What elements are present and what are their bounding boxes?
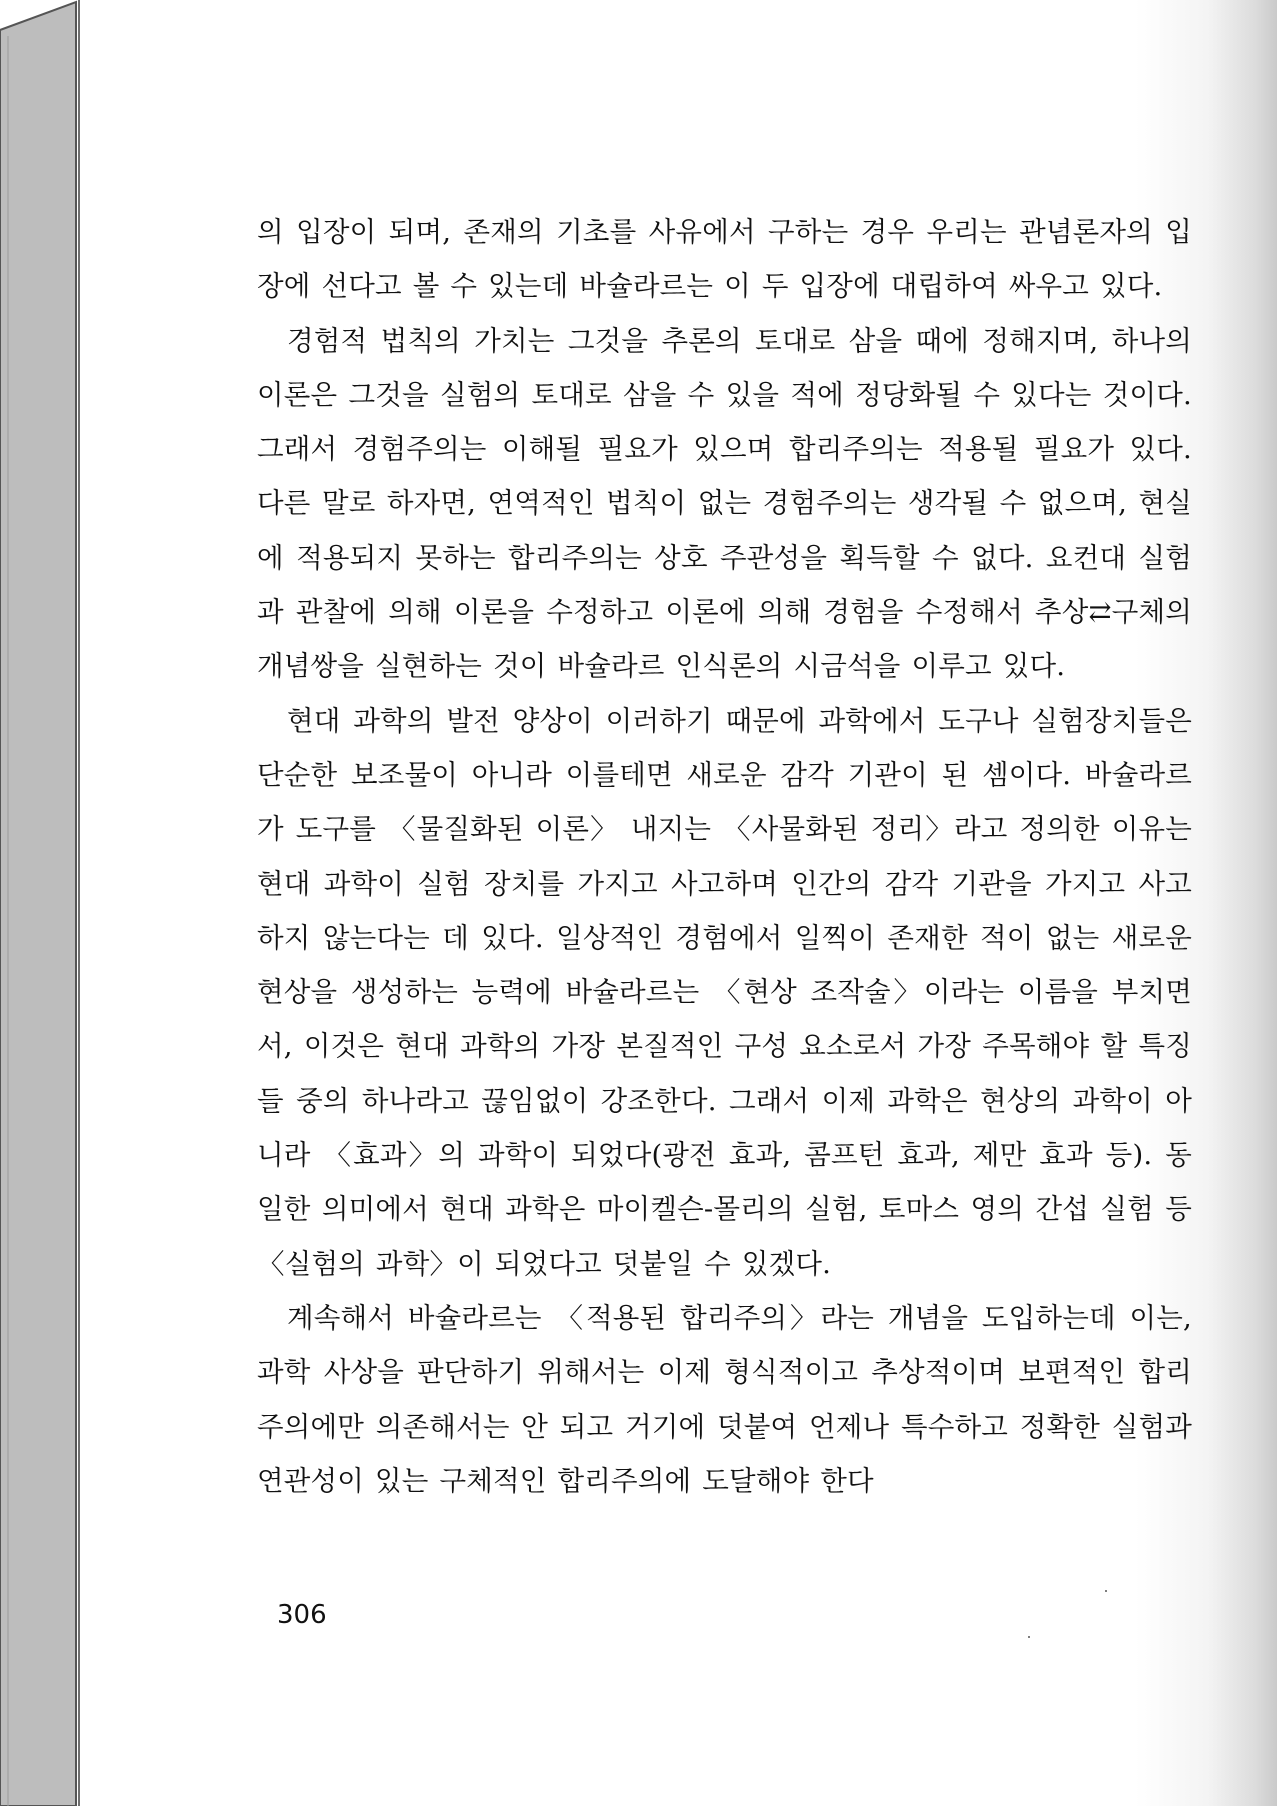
paragraph-1: 의 입장이 되며, 존재의 기초를 사유에서 구하는 경우 우리는 관념론자의 입장에 선다고 볼 수 있는데 바슐라르는 이 두 입장에 대립하여 싸우고 있다. bbox=[257, 216, 1192, 303]
book-edge-shape bbox=[0, 0, 80, 1806]
page-number: 306 bbox=[277, 1600, 327, 1630]
scan-speck bbox=[1028, 1636, 1030, 1638]
book-page bbox=[78, 0, 1277, 1806]
paragraph-2: 경험적 법칙의 가치는 그것을 추론의 토대로 삼을 때에 정해지며, 하나의 이론은 그것을 실험의 토대로 삼을 수 있을 적에 정당화될 수 있다는 것이다. 그래서 경험주의는 이해될 필요가 있으며 합리주의는 적용될 필요가 있다. 다른 말로 하자면, 연역적인 법칙이 없는 경험주의는 생각될 수 없으며, 현실에 적용되지 못하는 합리주의는 상호 주관성을 획득할 수 없다. 요컨대 실험과 관찰에 의해 이론을 수정하고 이론에 의해 경험을 수정해서 추상⇄구체의 개념쌍을 실현하는 것이 바슐라르 인식론의 시금석을 이루고 있다. bbox=[257, 324, 1192, 683]
paragraph-4: 계속해서 바슐라르는 〈적용된 합리주의〉라는 개념을 도입하는데 이는, 과학 사상을 판단하기 위해서는 이제 형식적이고 추상적이며 보편적인 합리주의에만 의존해서는 안 되고 거기에 덧붙여 언제나 특수하고 정확한 실험과 연관성이 있는 구체적인 합리주의에 도달해야 한다 bbox=[257, 1301, 1192, 1497]
body-text bbox=[257, 205, 1192, 1508]
scan-speck bbox=[1105, 1590, 1107, 1592]
book-spine bbox=[0, 0, 80, 1806]
paragraph-3: 현대 과학의 발전 양상이 이러하기 때문에 과학에서 도구나 실험장치들은 단순한 보조물이 아니라 이를테면 새로운 감각 기관이 된 셈이다. 바슐라르가 도구를 〈물질화된 이론〉 내지는 〈사물화된 정리〉라고 정의한 이유는 현대 과학이 실험 장치를 가지고 사고하며 인간의 감각 기관을 가지고 사고하지 않는다는 데 있다. 일상적인 경험에서 일찍이 존재한 적이 없는 새로운 현상을 생성하는 능력에 바슐라르는 〈현상 조작술〉이라는 이름을 부치면서, 이것은 현대 과학의 가장 본질적인 구성 요소로서 가장 주목해야 할 특징들 중의 하나라고 끊임없이 강조한다. 그래서 이제 과학은 현상의 과학이 아니라 〈효과〉의 과학이 되었다(광전 효과, 콤프턴 효과, 제만 효과 등). 동일한 의미에서 현대 과학은 마이켈슨-몰리의 실험, 토마스 영의 간섭 실험 등 〈실험의 과학〉이 되었다고 덧붙일 수 있겠다. bbox=[257, 704, 1192, 1280]
